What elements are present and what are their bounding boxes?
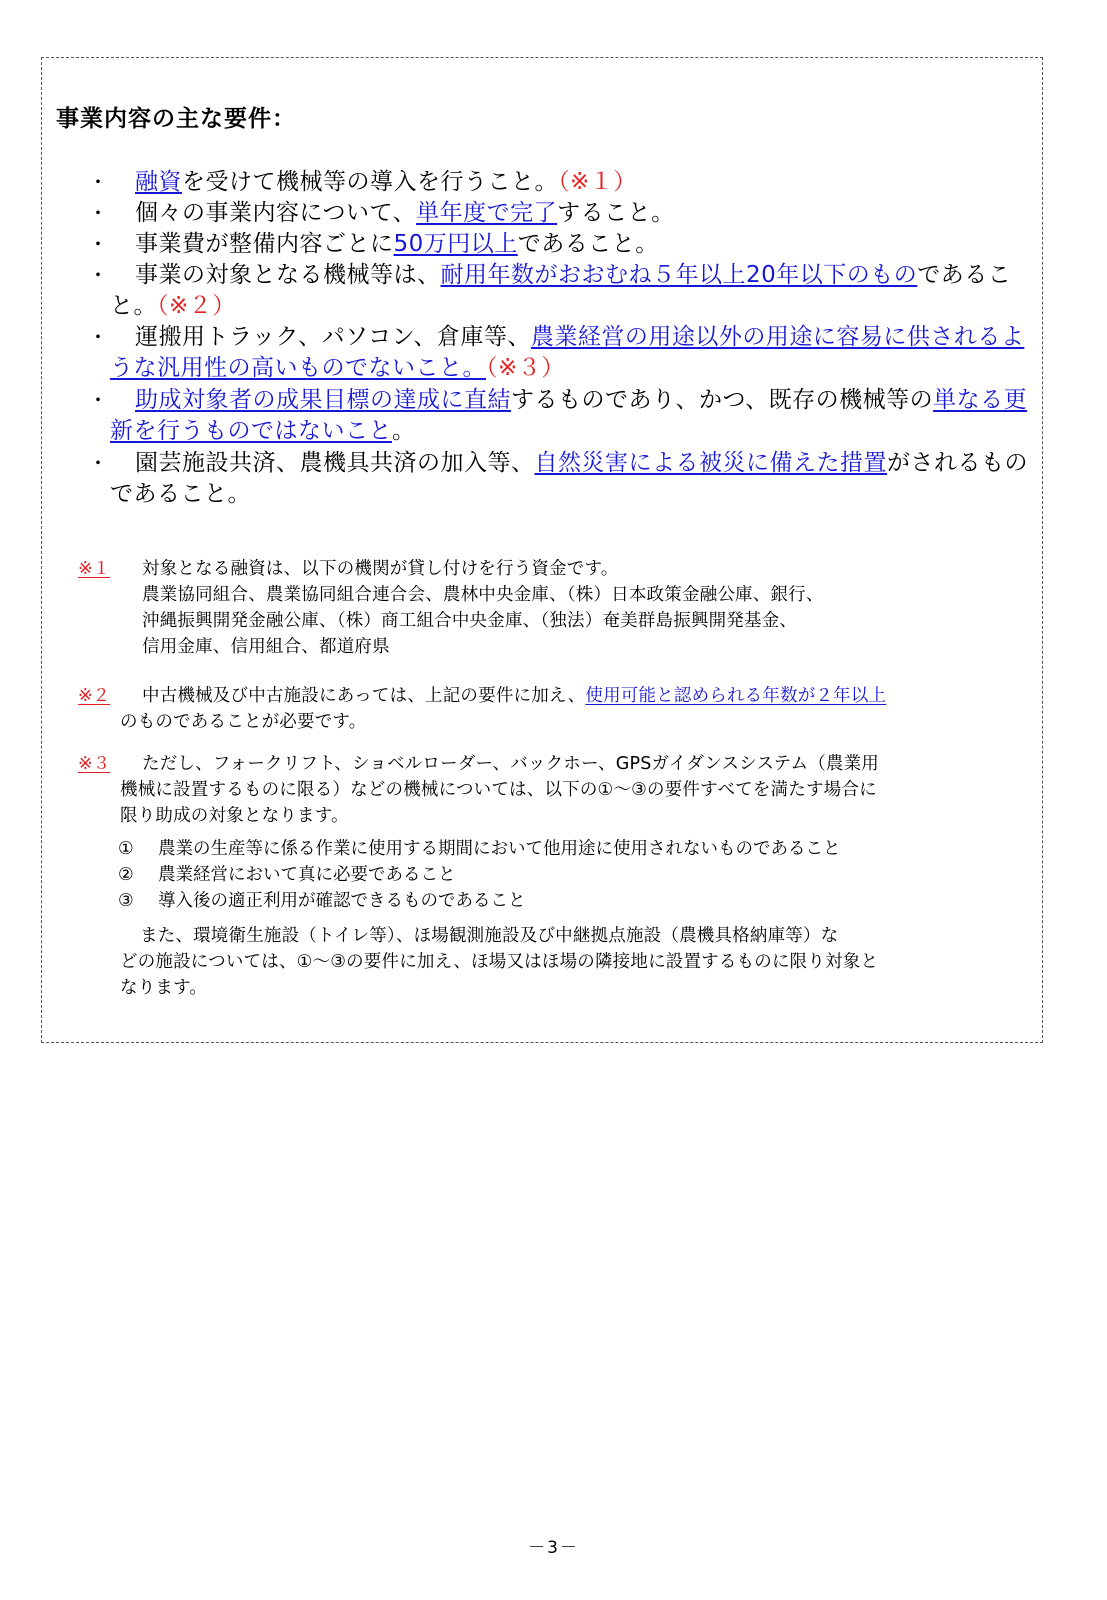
requirement-item xyxy=(110,260,1030,322)
requirement-text: 個々の事業内容について、 xyxy=(135,200,417,226)
note-2-continued xyxy=(120,709,366,735)
bullet: ・ xyxy=(88,170,108,194)
requirement-text: 園芸施設共済、農機具共済の加入等、 xyxy=(135,450,535,476)
note-2-text: 中古機械及び中古施設にあっては、上記の要件に加え、 xyxy=(142,686,586,706)
note-3-extra xyxy=(120,949,878,1001)
note-3-body xyxy=(120,777,877,829)
condition-number: ② xyxy=(118,865,134,885)
requirement-link[interactable]: 50万円以上 xyxy=(393,231,518,257)
requirement-link[interactable]: 自然災害による被災に備えた措置 xyxy=(534,450,887,476)
requirement-item xyxy=(110,229,1030,260)
note-2-line: のものであることが必要です。 xyxy=(120,712,367,732)
footnote-ref: （※２） xyxy=(157,293,236,319)
note-3-extra-line: なります。 xyxy=(120,978,208,998)
requirement-text: を受けて機械等の導入を行うこと。 xyxy=(182,169,558,195)
note-2-link[interactable]: 使用可能と認められる年数が２年以上 xyxy=(585,686,887,706)
page-number: －3－ xyxy=(528,1538,579,1558)
requirement-link[interactable]: 助成対象者の成果目標の達成に直結 xyxy=(135,387,511,413)
requirement-item xyxy=(110,448,1030,510)
note-3-extra-line1: また、環境衛生施設（トイレ等）、ほ場観測施設及び中継拠点施設（農機具格納庫等）な xyxy=(140,926,839,946)
note-1-mark: ※１ xyxy=(78,559,111,579)
condition-item xyxy=(118,888,526,914)
condition-item xyxy=(118,862,456,888)
note-3-line: 機械に設置するものに限る）などの機械については、以下の①～③の要件すべてを満たす場合に xyxy=(120,780,877,800)
note-3-extra-line: どの施設については、①～③の要件に加え、ほ場又はほ場の隣接地に設置するものに限り対象と xyxy=(120,952,879,972)
note-2-mark: ※２ xyxy=(78,686,111,706)
note-3-line1: ただし、フォークリフト、ショベルローダー、バックホー、GPSガイダンスシステム（農業用 xyxy=(142,754,879,774)
condition-text: 導入後の適正利用が確認できるものであること xyxy=(158,891,526,911)
bullet: ・ xyxy=(88,388,108,412)
requirement-text: 事業の対象となる機械等は、 xyxy=(135,262,441,288)
note-2 xyxy=(142,683,886,709)
note-1-line: 沖縄振興開発金融公庫、（株）商工組合中央金庫、（独法）奄美群島振興開発基金、 xyxy=(142,611,798,631)
requirement-link[interactable]: 農業経営の用途以外の用途に容易に供されるような汎用性の高いものでないこと。 xyxy=(110,324,1025,381)
condition-item xyxy=(118,836,841,862)
requirement-item xyxy=(110,198,1030,229)
requirement-text: すること。 xyxy=(557,200,675,226)
condition-text: 農業経営において真に必要であること xyxy=(158,865,456,885)
requirement-text: 。 xyxy=(392,418,416,444)
requirement-link[interactable]: 単なる更新を行うものではないこと xyxy=(110,387,1028,444)
bullet: ・ xyxy=(88,232,108,256)
requirement-link[interactable]: 耐用年数がおおむね５年以上20年以下のもの xyxy=(440,262,918,288)
note-3-mark: ※３ xyxy=(78,754,111,774)
requirement-text: であること。 xyxy=(517,231,659,257)
condition-text: 農業の生産等に係る作業に使用する期間において他用途に使用されないものであること xyxy=(158,839,841,859)
requirement-text: 運搬用トラック、パソコン、倉庫等、 xyxy=(135,324,531,350)
bullet: ・ xyxy=(88,263,108,287)
note-1-line: 対象となる融資は、以下の機関が貸し付けを行う資金です。 xyxy=(142,559,619,579)
footnote-ref: （※１） xyxy=(558,169,637,195)
note-3-line: 限り助成の対象となります。 xyxy=(120,806,349,826)
requirement-text: であること。 xyxy=(110,262,1012,319)
footnote-ref: （※３） xyxy=(486,355,565,381)
condition-number: ① xyxy=(118,839,134,859)
requirement-link[interactable]: 単年度で完了 xyxy=(416,200,558,226)
requirement-item xyxy=(110,167,1030,198)
note-1-line: 信用金庫、信用組合、都道府県 xyxy=(142,637,390,657)
bullet: ・ xyxy=(88,201,108,225)
bullet: ・ xyxy=(88,451,108,475)
requirement-text: がされるものであること。 xyxy=(110,450,1028,507)
bullet: ・ xyxy=(88,325,108,349)
condition-number: ③ xyxy=(118,891,134,911)
requirement-item xyxy=(110,322,1030,384)
note-1 xyxy=(142,556,824,660)
note-1-line: 農業協同組合、農業協同組合連合会、農林中央金庫、（株）日本政策金融公庫、銀行、 xyxy=(142,585,824,605)
requirement-text: するものであり、かつ、既存の機械等の xyxy=(511,387,934,413)
requirement-item xyxy=(110,385,1030,447)
requirement-link[interactable]: 融資 xyxy=(135,169,182,195)
section-heading: 事業内容の主な要件： xyxy=(56,106,296,132)
requirement-text: 事業費が整備内容ごとに xyxy=(135,231,394,257)
